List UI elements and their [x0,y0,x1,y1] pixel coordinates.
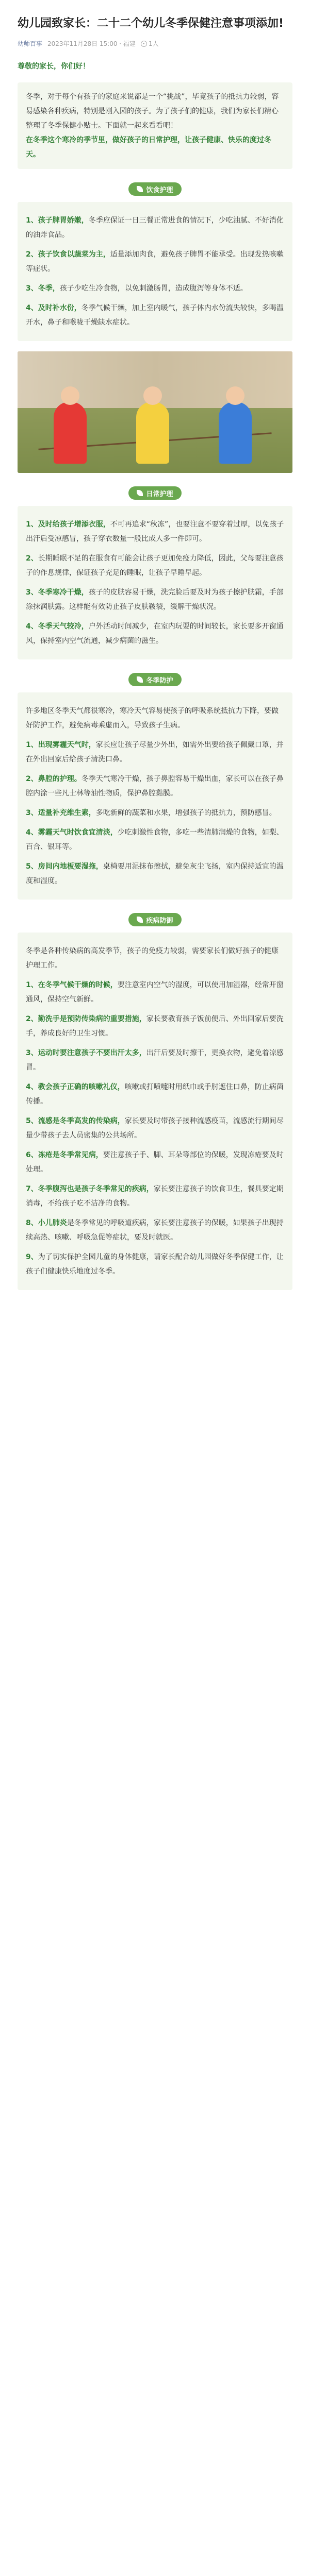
para-text: 冬季天气寒冷干燥，孩子鼻腔容易干燥出血，家长可以在孩子鼻腔内涂一些凡士林等油性物质，保护鼻腔黏膜。 [26,775,284,798]
para-lead: 4、冬季天气较冷， [26,622,89,631]
greeting: 尊敬的家长，你们好！ [18,62,90,71]
section-title: 冬季防护 [146,676,173,685]
para-text: 家长要注意孩子的饮食卫生，餐具要定期消毒，不给孩子吃不洁净的食物。 [26,1185,284,1208]
section-header-daily-care [18,486,292,500]
photo-child-head [61,386,79,405]
para-text: 孩子的皮肤容易干燥，洗完脸后要及时为孩子擦护肤霜，手部涂抹润肤露。这样能有效防止孩子皮肤皲裂，缓解干燥状况。 [26,588,284,611]
section-pill [128,486,181,500]
leaf-icon [137,917,143,923]
list-item [26,1046,284,1075]
list-item [26,978,284,1007]
para-text: 少吃刺激性食物，多吃一些清肺润燥的食物，如梨、百合、银耳等。 [26,828,284,851]
photo-child [136,402,169,464]
para-lead: 1、在冬季气候干燥的时候， [26,981,118,989]
read-count-value: 1人 [148,40,159,47]
para-lead: 5、房间内地板要湿拖， [26,862,103,871]
list-item [26,704,284,733]
section-body-diet [18,202,292,341]
section-header-diet [18,182,292,196]
para-text: 冬季是各种传染病的高发季节，孩子的免疫力较弱，需要家长们做好孩子的健康护理工作。 [26,947,279,970]
photo-child [219,402,252,464]
read-count [141,39,159,48]
leaf-icon [137,676,143,683]
list-item [26,585,284,614]
para-lead: 4、雾霾天气时饮食宜清淡， [26,828,118,837]
photo-child-head [226,386,244,405]
para-text: 要注意孩子手、脚、耳朵等部位的保暖，发现冻疮要及时处理。 [26,1151,284,1174]
section-body-disease-prevention [18,933,292,1290]
eye-icon [141,41,147,47]
para-text: 是冬季常见的呼吸道疾病，家长要注意孩子的保暖，如果孩子出现持续高热、咳嗽、呼吸急促等症状，要及时就医。 [26,1219,284,1242]
section-header-disease-prevention [18,913,292,926]
para-lead: 2、 [26,554,38,563]
list-item [26,825,284,854]
list-item [26,517,284,546]
list-item [26,1114,284,1143]
list-item [26,551,284,580]
list-item [26,1080,284,1109]
list-item [26,1182,284,1211]
para-lead: 1、及时给孩子增添衣服， [26,520,110,529]
para-text: 冬季应保证一日三餐正常进食的情况下，少吃油腻、不好消化的油炸食品。 [26,216,284,239]
intro-box [18,82,292,169]
publish-date: 2023年11月28日 15:00 · 福建 [47,40,136,47]
section-title: 疾病防御 [146,917,173,925]
para-lead: 3、冬季寒冷干燥， [26,588,89,597]
bottom-spacer [18,1290,292,1306]
para-lead: 2、鼻腔的护理。 [26,775,81,783]
para-text: 家长要及时带孩子接种流感疫苗，流感流行期间尽量少带孩子去人员密集的公共场所。 [26,1117,284,1140]
list-item [26,1012,284,1041]
intro-text: 冬季，对于每个有孩子的家庭来说都是一个“挑战”，毕竟孩子的抵抗力较弱，容易感染各种疾病，特别是刚入园的孩子。为了孩子们的健康，我们为家长们精心整理了冬季保健小贴士。下面就一起来看看吧！ [26,93,279,130]
para-lead: 3、适量补充维生素， [26,809,96,817]
list-item [26,738,284,767]
para-text: 多吃新鲜的蔬菜和水果，增强孩子的抵抗力，预防感冒。 [95,809,276,817]
para-lead: 1、孩子脾胃娇嫩， [26,216,89,225]
list-item [26,301,284,330]
para-text: 要注意室内空气的湿度，可以使用加湿器，经常开窗通风，保持空气新鲜。 [26,981,284,1004]
list-item [26,806,284,820]
para-text: 出汗后要及时擦干，更换衣物，避免着凉感冒。 [26,1049,284,1072]
para-text: 家长应让孩子尽量少外出，如需外出要给孩子佩戴口罩，并在外出回家后给孩子清洗口鼻。 [26,741,284,764]
leaf-icon [137,186,143,192]
section-body-winter-protection [18,692,292,900]
para-text: 适量添加肉食，避免孩子脾胃不能承受。出现发热咳嗽等症状。 [26,250,284,273]
para-lead: 3、运动时要注意孩子不要出汗太多， [26,1049,146,1057]
para-text: 不可再追求“秋冻”，也要注意不要穿着过厚，以免孩子出汗后受凉感冒，孩子穿衣数量一般比成人多一件即可。 [26,520,284,543]
article-meta [18,38,292,48]
para-lead: 2、孩子饮食以蔬菜为主， [26,250,110,259]
section-title: 饮食护理 [146,186,173,194]
para-text: 家长要教育孩子饭前便后、外出回家后要洗手，养成良好的卫生习惯。 [26,1015,284,1038]
intro-highlight: 在冬季这个寒冷的季节里，做好孩子的日常护理，让孩子健康、快乐的度过冬天。 [26,136,271,159]
photo-child [54,402,87,464]
kids-playing-photo [18,351,292,473]
para-text: 冬季气候干燥，加上室内暖气，孩子体内水份流失较快，多喝温开水，鼻子和喉咙干燥缺水症状。 [26,304,284,327]
section-pill [128,913,181,926]
para-text: 桌椅要用湿抹布擦拭，避免灰尘飞扬，室内保持适宜的温度和湿度。 [26,862,284,885]
section-title: 日常护理 [146,490,173,498]
section-header-winter-protection [18,673,292,686]
section-pill [128,673,181,686]
para-text: 咳嗽或打喷嚏时用纸巾或手肘遮住口鼻，防止病菌传播。 [26,1083,284,1106]
para-lead: 4、教会孩子正确的咳嗽礼仪， [26,1083,125,1091]
para-lead: 1、出现雾霾天气时， [26,741,96,749]
para-lead: 6、冻疮是冬季常见病， [26,1151,103,1159]
section-body-daily-care [18,506,292,659]
para-lead: 4、及时补水份， [26,304,81,312]
list-item [26,1148,284,1177]
para-text: 长期睡眠不足的在服食有可能会让孩子更加免疫力降低，因此，父母要注意孩子的作息规律，保证孩子充足的睡眠，让孩子早睡早起。 [26,554,284,577]
photo-child-head [143,386,162,405]
list-item [26,619,284,648]
para-lead: 3、冬季， [26,284,60,293]
article-title: 幼儿园致家长：二十二个幼儿冬季保健注意事项添加! [18,17,284,30]
para-text: 户外活动时间减少，在室内玩耍的时间较长，家长要多开窗通风，保持室内空气流通，减少病菌的滋生。 [26,622,284,645]
list-item [26,859,284,888]
para-text: 为了切实保护全园儿童的身体健康，请家长配合幼儿园做好冬季保健工作，让孩子们健康快乐地度过冬季。 [26,1253,284,1276]
para-lead: 5、流感是冬季高发的传染病， [26,1117,125,1125]
list-item [26,247,284,276]
author-link[interactable]: 幼师百事 [18,40,43,47]
list-item [26,1216,284,1245]
para-text: 孩子少吃生冷食物，以免刺激肠胃，造成腹泻等身体不适。 [59,284,248,293]
list-item [26,281,284,296]
para-lead: 2、勤洗手是预防传染病的重要措施， [26,1015,146,1023]
list-item [26,213,284,242]
para-lead: 9、 [26,1253,38,1261]
leaf-icon [137,490,143,496]
para-lead: 8、小儿肺炎 [26,1219,67,1227]
list-item [26,1250,284,1279]
list-item [26,772,284,801]
para-lead: 7、冬季腹泻也是孩子冬季常见的疾病， [26,1185,154,1193]
section-pill [128,182,181,196]
list-item [26,944,284,973]
para-text: 许多地区冬季天气都很寒冷，寒冷天气容易使孩子的呼吸系统抵抗力下降，要做好防护工作，避免病毒乘虚而入，导致孩子生病。 [26,707,279,730]
